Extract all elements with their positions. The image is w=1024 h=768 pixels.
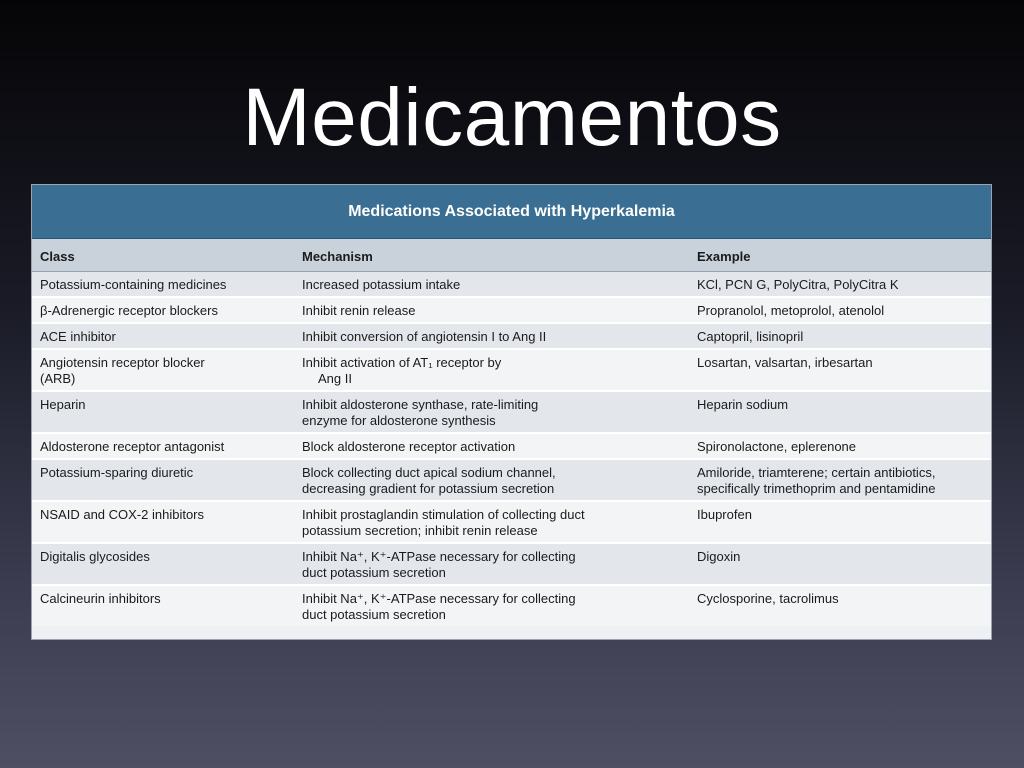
table-row — [32, 543, 991, 585]
cell-mechanism: Inhibit renin release — [294, 297, 689, 323]
cell-class: ACE inhibitor — [32, 323, 294, 349]
cell-mechanism-line: Inhibit activation of AT₁ receptor by — [302, 355, 502, 370]
table-row — [32, 349, 991, 391]
table-row — [32, 391, 991, 433]
cell-example: Digoxin — [689, 543, 991, 585]
medication-table-figure — [31, 184, 992, 640]
cell-class: Potassium-containing medicines — [32, 272, 294, 298]
header-mechanism: Mechanism — [294, 239, 689, 272]
slide-title: Medicamentos — [242, 72, 782, 163]
cell-example: Captopril, lisinopril — [689, 323, 991, 349]
cell-class: NSAID and COX-2 inhibitors — [32, 501, 294, 543]
cell-class: Aldosterone receptor antagonist — [32, 433, 294, 459]
cell-example: Ibuprofen — [689, 501, 991, 543]
table-header-row — [32, 239, 991, 272]
table-row — [32, 585, 991, 626]
cell-example: Propranolol, metoprolol, atenolol — [689, 297, 991, 323]
table-row — [32, 297, 991, 323]
table-row — [32, 272, 991, 298]
cell-mechanism: Inhibit Na⁺, K⁺-ATPase necessary for collecting duct potassium secretion — [294, 585, 689, 626]
cell-example: Amiloride, triamterene; certain antibiotics, specifically trimethoprim and pentamidine — [689, 459, 991, 501]
cell-class: β-Adrenergic receptor blockers — [32, 297, 294, 323]
cell-mechanism — [294, 349, 689, 391]
cell-example: Cyclosporine, tacrolimus — [689, 585, 991, 626]
table-caption: Medications Associated with Hyperkalemia — [32, 185, 991, 239]
cell-example: Spironolactone, eplerenone — [689, 433, 991, 459]
cell-class: Digitalis glycosides — [32, 543, 294, 585]
table-row — [32, 323, 991, 349]
header-example: Example — [689, 239, 991, 272]
cell-class: Angiotensin receptor blocker (ARB) — [32, 349, 294, 391]
cell-class: Calcineurin inhibitors — [32, 585, 294, 626]
cell-class: Potassium-sparing diuretic — [32, 459, 294, 501]
cell-mechanism: Inhibit Na⁺, K⁺-ATPase necessary for collecting duct potassium secretion — [294, 543, 689, 585]
cell-mechanism: Increased potassium intake — [294, 272, 689, 298]
cell-mechanism: Block collecting duct apical sodium channel, decreasing gradient for potassium secretion — [294, 459, 689, 501]
cell-mechanism: Inhibit aldosterone synthase, rate-limiting enzyme for aldosterone synthesis — [294, 391, 689, 433]
cell-mechanism: Inhibit prostaglandin stimulation of collecting duct potassium secretion; inhibit renin release — [294, 501, 689, 543]
cell-mechanism-continuation: Ang II — [318, 371, 352, 386]
medication-table — [32, 239, 991, 626]
table-row — [32, 433, 991, 459]
cell-example: Heparin sodium — [689, 391, 991, 433]
header-class: Class — [32, 239, 294, 272]
cell-example: Losartan, valsartan, irbesartan — [689, 349, 991, 391]
table-row — [32, 459, 991, 501]
cell-mechanism: Block aldosterone receptor activation — [294, 433, 689, 459]
cell-example: KCl, PCN G, PolyCitra, PolyCitra K — [689, 272, 991, 298]
cell-class: Heparin — [32, 391, 294, 433]
table-row — [32, 501, 991, 543]
cell-mechanism: Inhibit conversion of angiotensin I to Ang II — [294, 323, 689, 349]
